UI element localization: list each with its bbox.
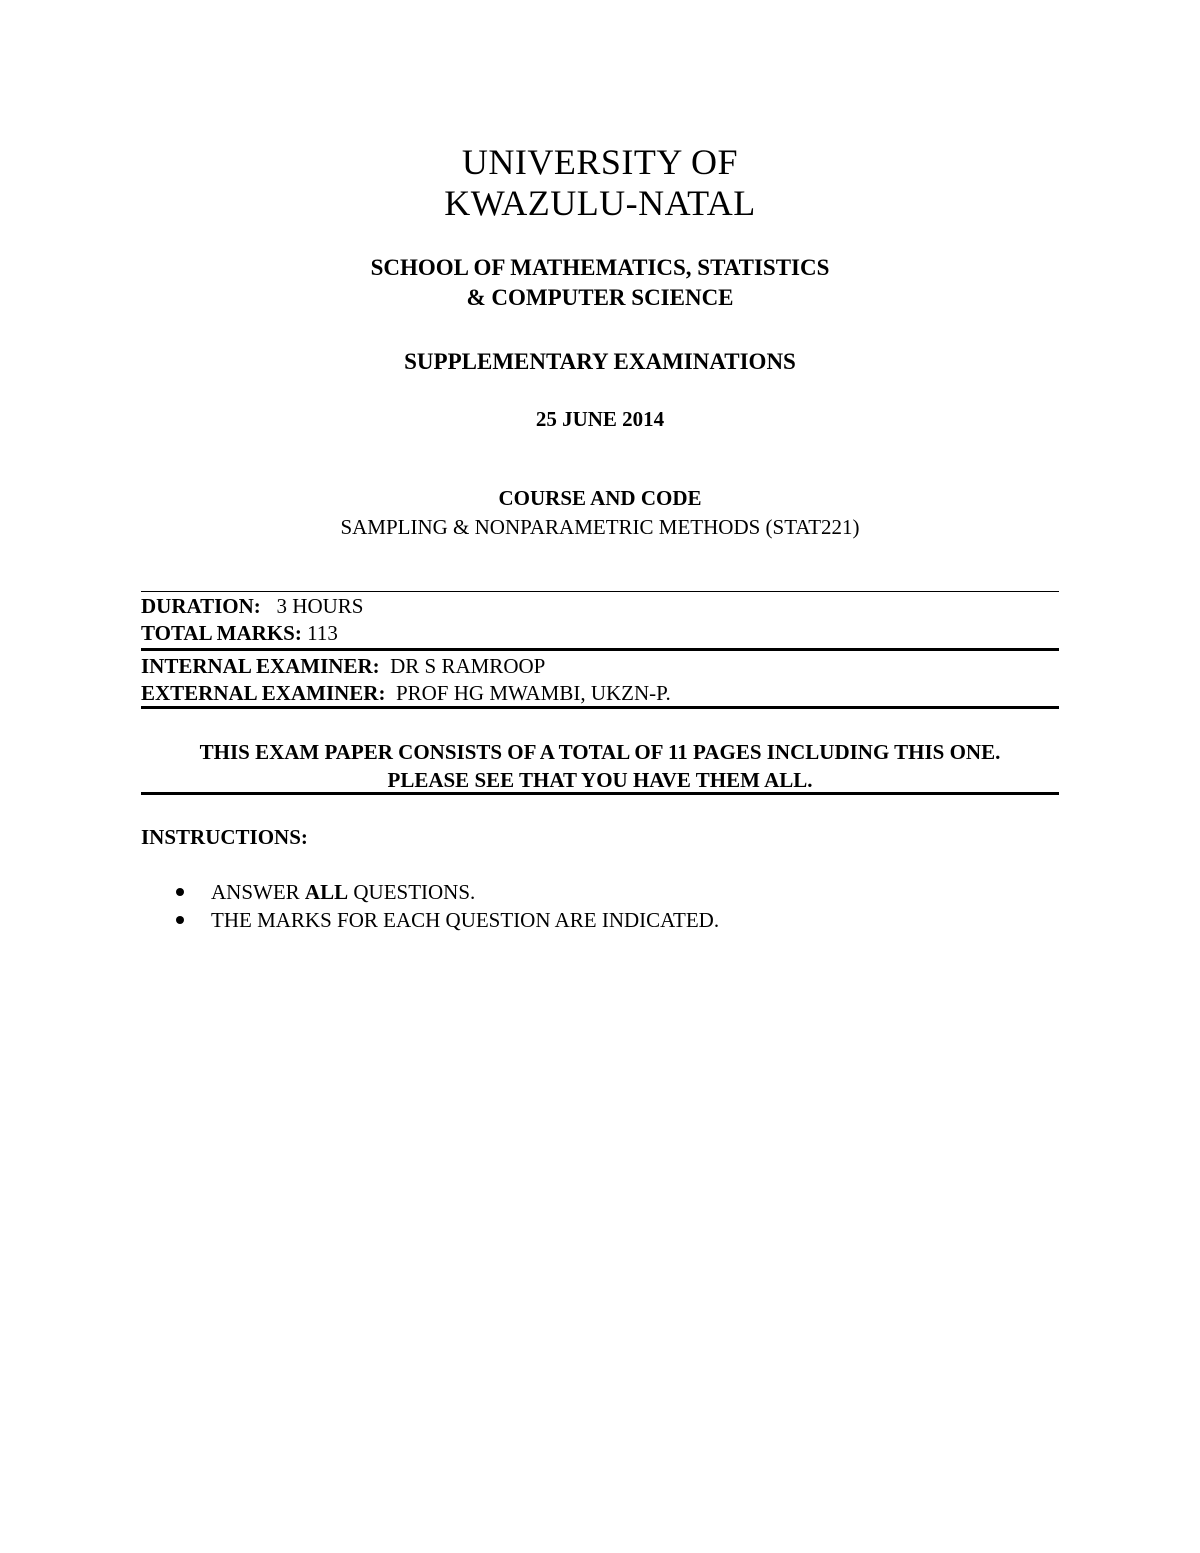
bullet-icon	[176, 888, 184, 896]
instruction-2: THE MARKS FOR EACH QUESTION ARE INDICATED.	[211, 908, 720, 932]
instruction-1-post: QUESTIONS.	[353, 880, 476, 904]
course-name: SAMPLING & NONPARAMETRIC METHODS (STAT221)	[340, 515, 860, 539]
duration-row	[141, 593, 1059, 620]
course-heading: COURSE AND CODE	[498, 486, 702, 510]
internal-examiner-row	[141, 653, 1059, 680]
page-count-notice-line1: THIS EXAM PAPER CONSISTS OF A TOTAL OF 11 PAGES INCLUDING THIS ONE.	[199, 740, 1001, 764]
external-examiner-value: PROF HG MWAMBI, UKZN-P.	[395, 681, 671, 705]
school-name-line1: SCHOOL OF MATHEMATICS, STATISTICS	[370, 255, 830, 280]
total-marks-row	[141, 620, 1059, 647]
internal-examiner-value: DR S RAMROOP	[390, 654, 546, 678]
internal-examiner-label: INTERNAL EXAMINER:	[141, 654, 380, 678]
instructions-list	[176, 878, 719, 934]
divider-notice-bottom	[141, 792, 1059, 795]
bullet-icon	[176, 916, 184, 924]
duration-value: 3 HOURS	[276, 594, 364, 618]
total-marks-label: TOTAL MARKS:	[141, 621, 302, 645]
external-examiner-label: EXTERNAL EXAMINER:	[141, 681, 386, 705]
duration-label: DURATION:	[141, 594, 261, 618]
total-marks-value: 113	[307, 621, 338, 645]
university-name-line2: KWAZULU-NATAL	[444, 183, 756, 223]
divider-examiners-bottom	[141, 706, 1059, 709]
school-name-line2: & COMPUTER SCIENCE	[466, 285, 734, 310]
exam-date: 25 JUNE 2014	[535, 407, 665, 431]
instruction-item	[176, 878, 719, 906]
external-examiner-row	[141, 680, 1059, 707]
university-name-line1: UNIVERSITY OF	[461, 142, 739, 182]
instructions-heading: INSTRUCTIONS:	[141, 825, 308, 849]
instruction-item	[176, 906, 719, 934]
instruction-1-emphasis: ALL	[304, 880, 349, 904]
exam-type: SUPPLEMENTARY EXAMINATIONS	[404, 349, 796, 374]
page-count-notice-line2: PLEASE SEE THAT YOU HAVE THEM ALL.	[387, 768, 813, 792]
instruction-1-pre: ANSWER	[211, 880, 300, 904]
divider-top	[141, 591, 1059, 592]
divider-examiners-top	[141, 648, 1059, 651]
